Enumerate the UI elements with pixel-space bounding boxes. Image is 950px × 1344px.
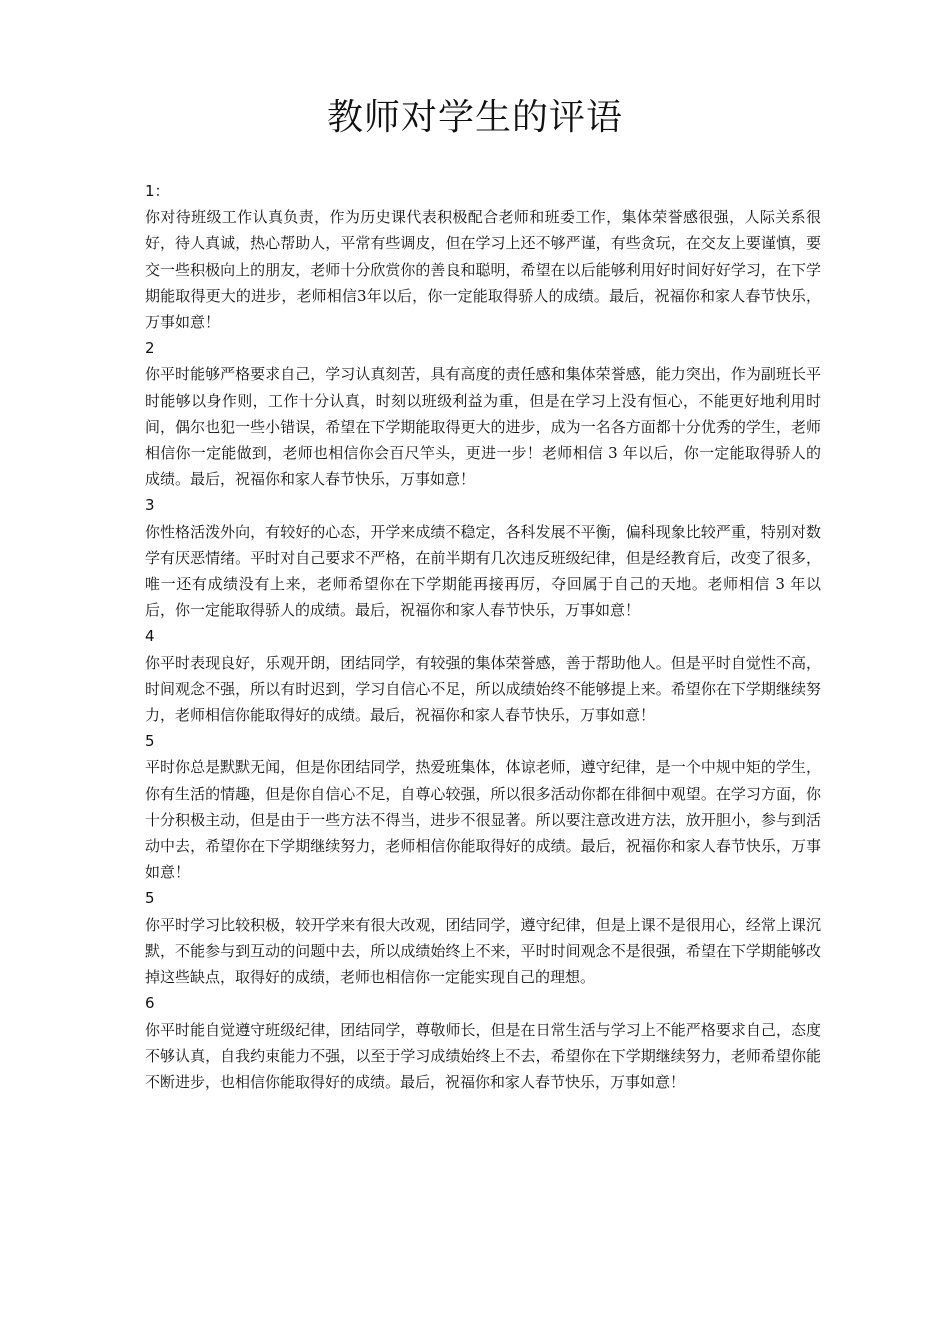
comment-entry-2 bbox=[145, 335, 821, 492]
comment-text: 你平时能够严格要求自己，学习认真刻苦，具有高度的责任感和集体荣誉感，能力突出，作为副班长平时能够以身作则，工作十分认真，时刻以班级利益为重，但是在学习上没有恒心，不能更好地利用时间，偶尔也犯一些小错误，希望在下学期能取得更大的进步，成为一名各方面都十分优秀的学生，老师相信你一定能做到，老师也相信你会百尺竿头，更进一步！老师相信 3 年以后，你一定能取得骄人的成绩。最后，祝福你和家人春节快乐，万事如意！ bbox=[145, 365, 821, 489]
comment-text: 你对待班级工作认真负责，作为历史课代表积极配合老师和班委工作，集体荣誉感很强，人际关系很好，待人真诚，热心帮助人，平常有些调皮，但在学习上还不够严谨，有些贪玩，在交友上要谨慎，要交一些积极向上的朋友，老师十分欣赏你的善良和聪明，希望在以后能够利用好时间好好学习，在下学期能取得更大的进步，老师相信3年以后，你一定能取得骄人的成绩。最后，祝福你和家人春节快乐，万事如意！ bbox=[145, 208, 821, 332]
comment-entry-4 bbox=[145, 623, 821, 728]
comment-number: 4 bbox=[145, 627, 155, 646]
comment-number: 3 bbox=[145, 496, 155, 515]
comment-number: 6 bbox=[145, 994, 155, 1013]
comment-entry-3 bbox=[145, 492, 821, 623]
comment-number: 5 bbox=[145, 889, 155, 908]
comment-text: 你平时表现良好，乐观开朗，团结同学，有较强的集体荣誉感，善于帮助他人。但是平时自觉性不高，时间观念不强，所以有时迟到，学习自信心不足，所以成绩始终不能够提上来。希望你在下学期继续努力，老师相信你能取得好的成绩。最后，祝福你和家人春节快乐，万事如意！ bbox=[145, 653, 821, 725]
comment-entry-1 bbox=[145, 178, 821, 335]
comment-entry-6 bbox=[145, 885, 821, 990]
comment-number: 5 bbox=[145, 732, 155, 751]
comment-text: 你性格活泼外向，有较好的心态，开学来成绩不稳定，各科发展不平衡，偏科现象比较严重，特别对数学有厌恶情绪。平时对自己要求不严格，在前半期有几次违反班级纪律，但是经教育后，改变了很多，唯一还有成绩没有上来，老师希望你在下学期能再接再厉，夺回属于自己的天地。老师相信 3 年以后，你一定能取得骄人的成绩。最后，祝福你和家人春节快乐，万事如意！ bbox=[145, 522, 821, 620]
comment-entry-5 bbox=[145, 728, 821, 885]
comment-text: 你平时能自觉遵守班级纪律，团结同学，尊敬师长，但是在日常生活与学习上不能严格要求自己，态度不够认真，自我约束能力不强，以至于学习成绩始终上不去，希望你在下学期继续努力，老师希望你能不断进步，也相信你能取得好的成绩。最后，祝福你和家人春节快乐，万事如意！ bbox=[145, 1020, 821, 1091]
comment-text: 你平时学习比较积极，较开学来有很大改观，团结同学，遵守纪律，但是上课不是很用心，经常上课沉默，不能参与到互动的问题中去，所以成绩始终上不来，平时时间观念不是很强，希望在下学期能够改掉这些缺点，取得好的成绩，老师也相信你一定能实现自己的理想。 bbox=[145, 915, 821, 987]
comment-number: 2 bbox=[145, 339, 155, 358]
comment-text: 平时你总是默默无闻，但是你团结同学，热爱班集体，体谅老师，遵守纪律，是一个中规中矩的学生，你有生活的情趣，但是你自信心不足，自尊心较强，所以很多活动你都在徘徊中观望。在学习方面，你十分积极主动，但是由于一些方法不得当，进步不很显著。所以要注意改进方法，放开胆小，参与到活动中去，希望你在下学期继续努力，老师相信你能取得好的成绩。最后，祝福你和家人春节快乐，万事如意！ bbox=[145, 758, 821, 882]
document-body bbox=[145, 178, 821, 1095]
comment-entry-7 bbox=[145, 990, 821, 1095]
document-title: 教师对学生的评语 bbox=[326, 97, 623, 138]
comment-number: 1： bbox=[145, 182, 170, 200]
